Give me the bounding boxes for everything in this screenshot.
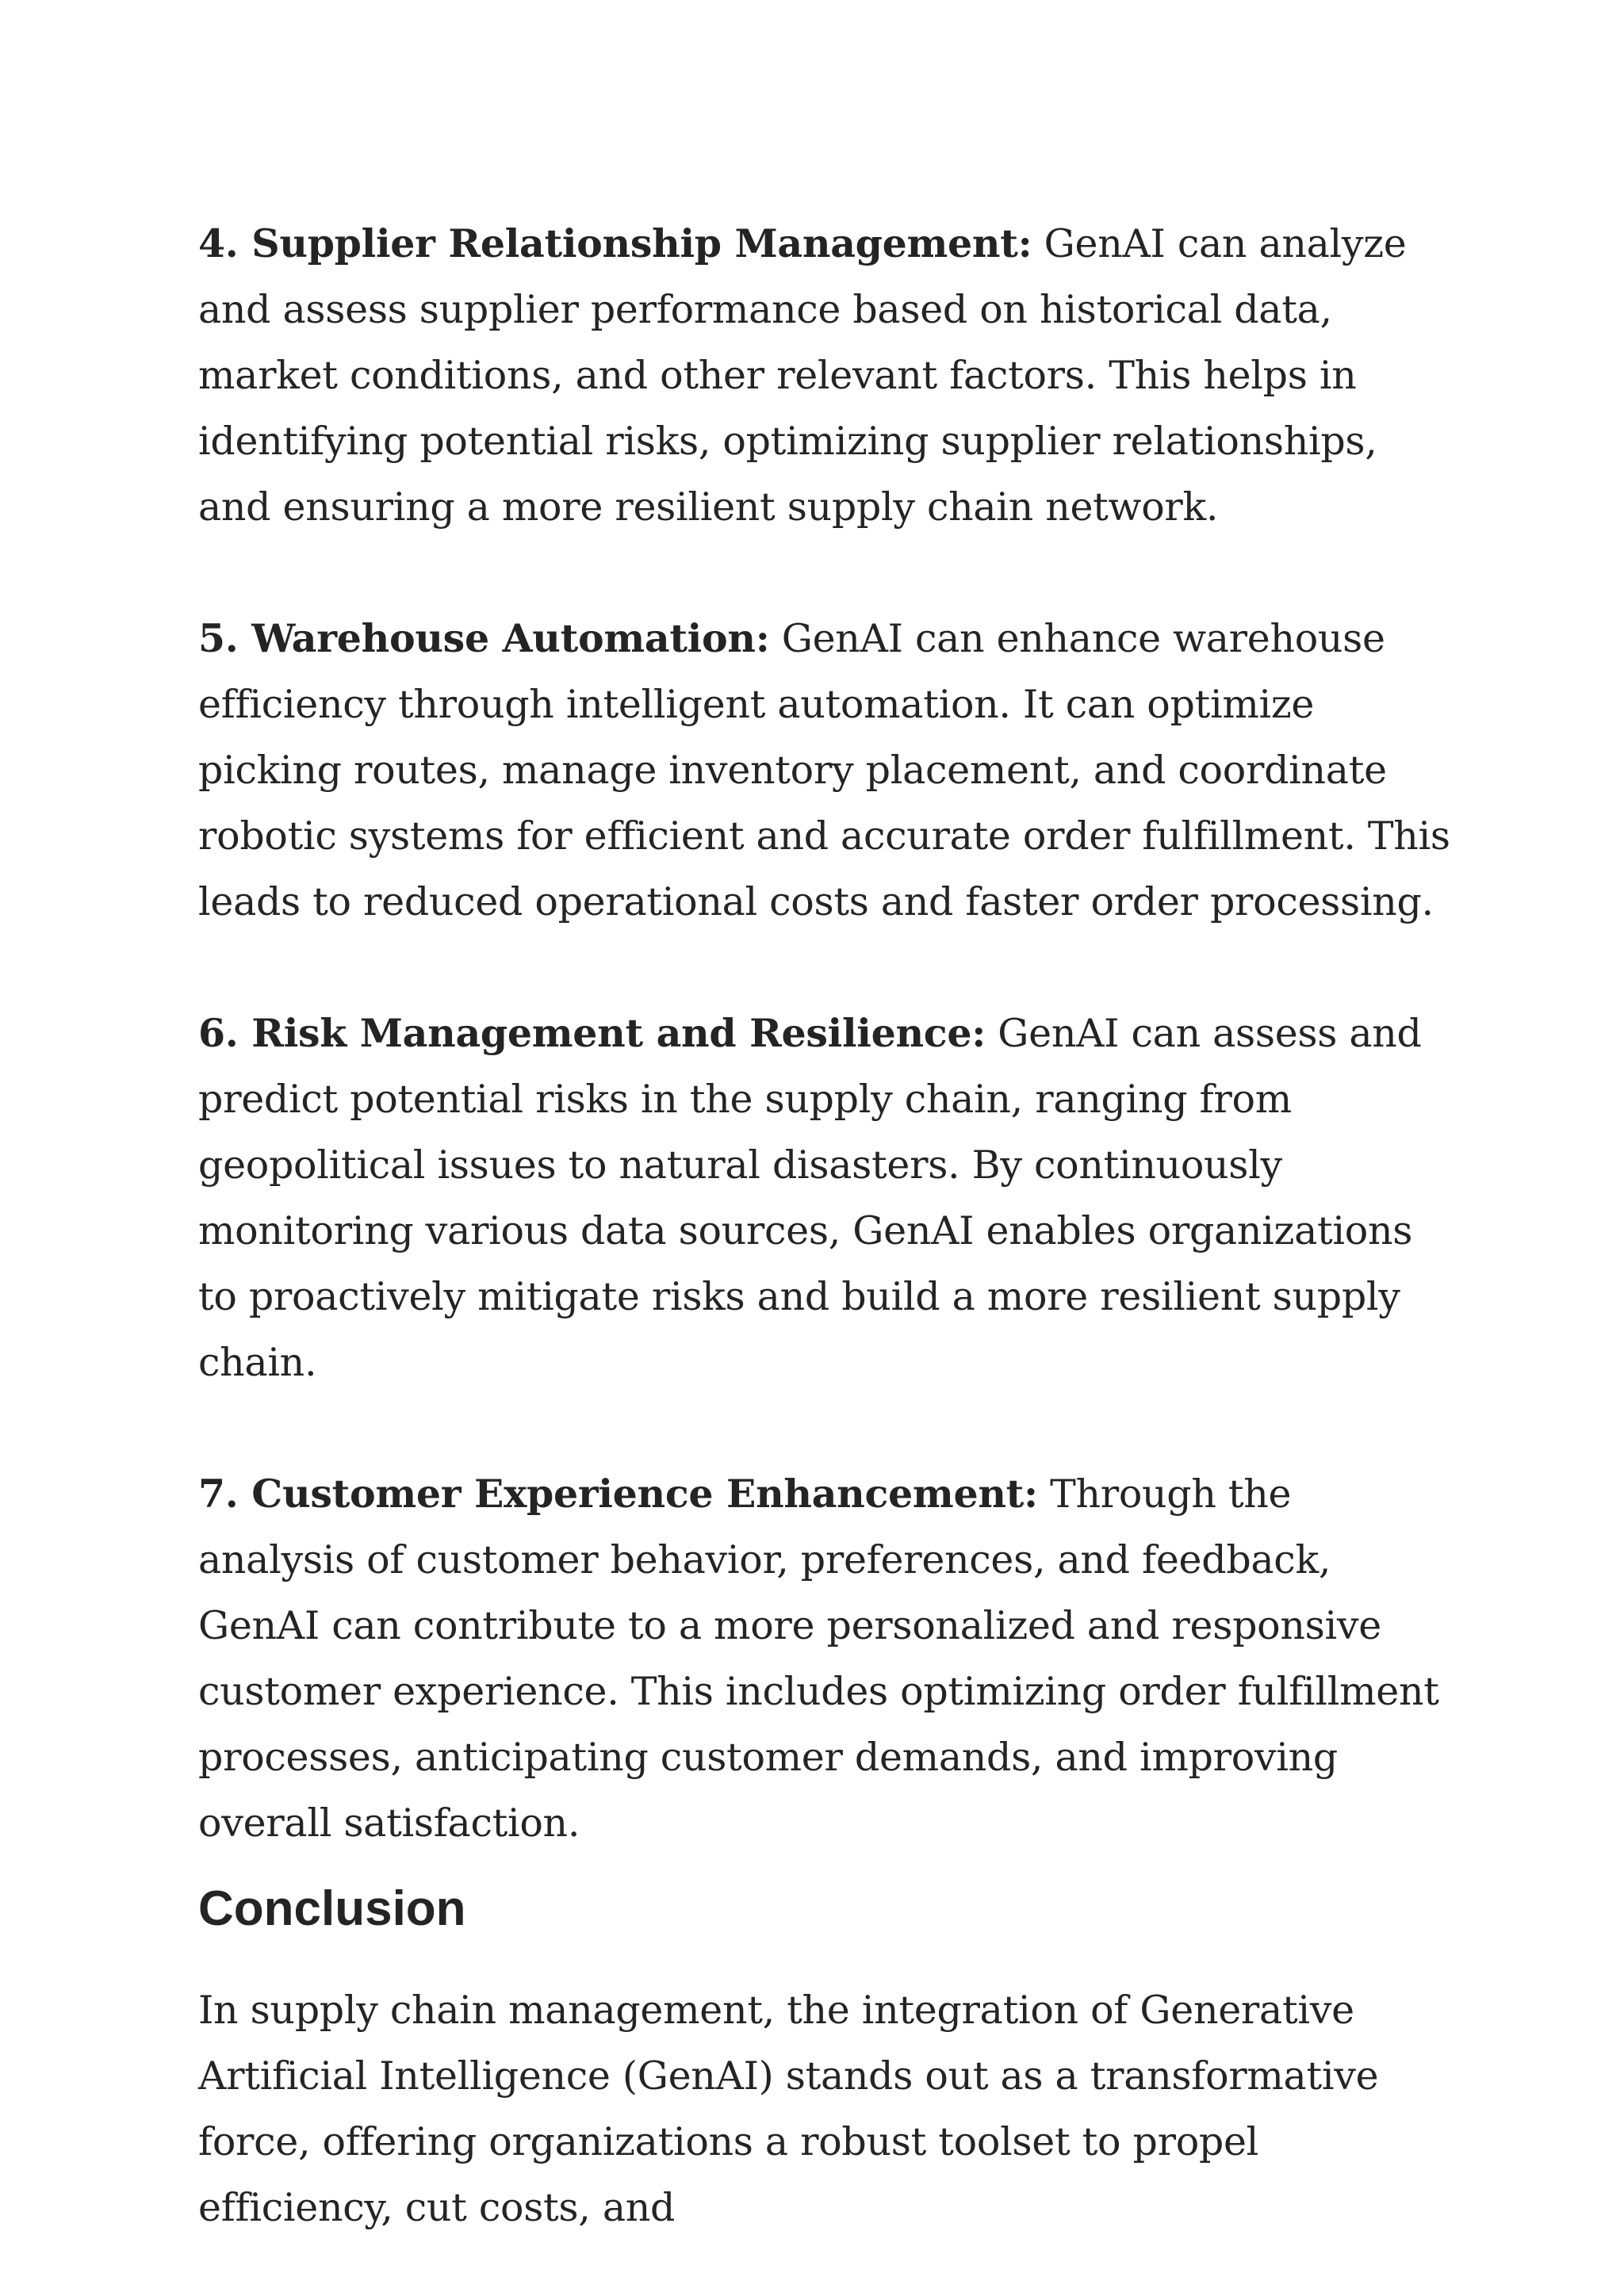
item-text: GenAI can enhance warehouse efficiency through intelligent automation. It can optimize picking routes, manage inventory placement, and coordinate robotic systems for efficient and accurate order fulfillment. This leads to reduced operational costs and faster order processing. bbox=[198, 616, 1450, 924]
item-heading: 6. Risk Management and Resilience: bbox=[198, 1010, 986, 1056]
list-item-warehouse-automation bbox=[198, 606, 1451, 935]
item-heading: 5. Warehouse Automation: bbox=[198, 615, 770, 661]
item-text: GenAI can analyze and assess supplier performance based on historical data, market conditions, and other relevant factors. This helps in identifying potential risks, optimizing supplier relationships, and ensuring a more resilient supply chain network. bbox=[198, 221, 1407, 530]
list-item-customer-experience bbox=[198, 1461, 1451, 1856]
item-text: GenAI can assess and predict potential risks in the supply chain, ranging from geopolitical issues to natural disasters. By continuously monitoring various data sources, GenAI enables organizations to proactively mitigate risks and build a more resilient supply chain. bbox=[198, 1011, 1422, 1385]
conclusion-heading: Conclusion bbox=[198, 1881, 466, 1936]
item-heading: 4. Supplier Relationship Management: bbox=[198, 220, 1032, 266]
item-heading: 7. Customer Experience Enhancement: bbox=[198, 1471, 1038, 1517]
article-body bbox=[198, 211, 1451, 2241]
item-text: Through the analysis of customer behavior, preferences, and feedback, GenAI can contribute to a more personalized and responsive customer experience. This includes optimizing order fulfillment processes, anticipating customer demands, and improving overall satisfaction. bbox=[198, 1471, 1439, 1846]
list-item-supplier-relationship bbox=[198, 211, 1451, 540]
list-item-risk-management bbox=[198, 1001, 1451, 1395]
conclusion-paragraph: In supply chain management, the integration of Generative Artificial Intelligence (GenAI) stands out as a transformative force, offering organizations a robust toolset to propel efficiency, cut costs, and bbox=[198, 1988, 1379, 2230]
